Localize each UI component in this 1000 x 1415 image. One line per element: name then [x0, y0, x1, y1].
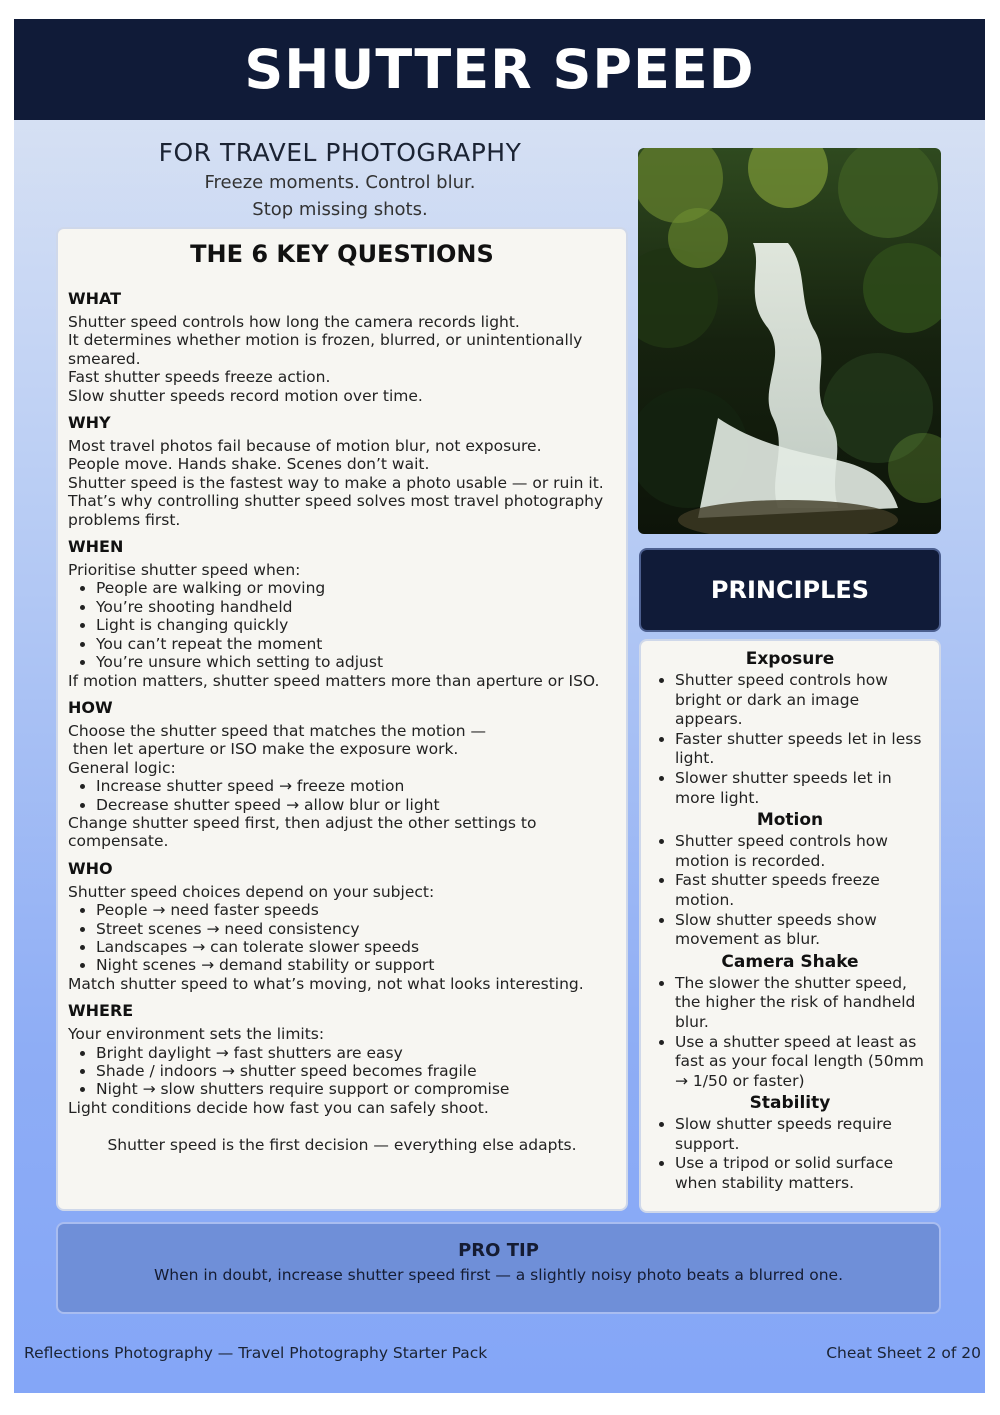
- list-item: • Light is changing quickly: [96, 616, 616, 634]
- paragraph-line: Shutter speed choices depend on your subject:: [68, 882, 435, 901]
- waterfall-image: [638, 148, 941, 534]
- list-item: • Landscapes → can tolerate slower speeds: [96, 938, 616, 956]
- list-item: • The slower the shutter speed, the higher the risk of handheld blur.: [675, 974, 931, 1033]
- list-item: • Shutter speed controls how motion is recorded.: [675, 832, 931, 871]
- closing-statement: Shutter speed is the first decision — everything else adapts.: [107, 1136, 577, 1155]
- list-item: • Shutter speed controls how bright or dark an image appears.: [675, 671, 931, 730]
- principle-heading: Motion: [756, 810, 824, 831]
- footer-brand: Reflections Photography — Travel Photography Starter Pack: [24, 1344, 488, 1362]
- section-heading: WHY: [68, 413, 111, 433]
- list-item: • Bright daylight → fast shutters are easy: [96, 1044, 616, 1062]
- bullet-list: [649, 832, 931, 950]
- waterfall-photo: [638, 148, 941, 534]
- bullet-list: [649, 671, 931, 808]
- list-item: • Use a tripod or solid surface when stability matters.: [675, 1154, 931, 1193]
- paragraph-line: That’s why controlling shutter speed solves most travel photography problems first.: [68, 492, 604, 529]
- section-heading: WHEN: [68, 537, 124, 557]
- title-banner: [14, 19, 985, 120]
- section-heading: WHERE: [68, 1001, 134, 1021]
- paragraph-line: Prioritise shutter speed when:: [68, 561, 301, 580]
- intro-tagline-1: Freeze moments. Control blur.: [204, 172, 476, 193]
- list-item: • Shade / indoors → shutter speed becomes fragile: [96, 1062, 616, 1080]
- list-item: • You’re shooting handheld: [96, 598, 616, 616]
- pro-tip-box: [56, 1222, 941, 1314]
- paragraph-line: Light conditions decide how fast you can safely shoot.: [68, 1098, 489, 1117]
- list-item: • Use a shutter speed at least as fast as your focal length (50mm → 1/50 or faster): [675, 1033, 931, 1092]
- section-why: [68, 413, 616, 529]
- paragraph-line: People move. Hands shake. Scenes don’t wait.: [68, 455, 430, 474]
- paragraph-line: Most travel photos fail because of motion blur, not exposure.: [68, 437, 542, 456]
- list-item: • Slower shutter speeds let in more light.: [675, 769, 931, 808]
- list-item: • Slow shutter speeds show movement as blur.: [675, 911, 931, 950]
- paragraph-line: Fast shutter speeds freeze action.: [68, 368, 331, 387]
- intro-heading: FOR TRAVEL PHOTOGRAPHY: [158, 138, 522, 167]
- list-item: • Increase shutter speed → freeze motion: [96, 777, 616, 795]
- principles-panel: [639, 639, 941, 1213]
- list-item: • Street scenes → need consistency: [96, 920, 616, 938]
- principle-heading: Exposure: [745, 649, 835, 669]
- paragraph-line: It determines whether motion is frozen, blurred, or unintentionally smeared.: [68, 331, 583, 368]
- section-where: [68, 1001, 616, 1117]
- intro-tagline-2: Stop missing shots.: [252, 199, 428, 220]
- bullet-list: [68, 579, 616, 671]
- paragraph-line: Shutter speed is the fastest way to make a photo usable — or ruin it.: [68, 473, 604, 492]
- paragraph-line: Change shutter speed first, then adjust the other settings to compensate.: [68, 813, 537, 851]
- paragraph-line: Choose the shutter speed that matches the motion —: [68, 721, 487, 740]
- bullet-list: [649, 1115, 931, 1193]
- principles-title: PRINCIPLES: [710, 576, 870, 604]
- section-heading: HOW: [68, 697, 113, 717]
- section-who: [68, 859, 616, 993]
- principles-banner: [639, 548, 941, 632]
- section-heading: WHAT: [68, 289, 122, 308]
- list-item: • Faster shutter speeds let in less light.: [675, 730, 931, 769]
- page-title: SHUTTER SPEED: [244, 38, 755, 101]
- list-item: • Fast shutter speeds freeze motion.: [675, 871, 931, 910]
- intro-block: [56, 137, 624, 223]
- list-item: • Decrease shutter speed → allow blur or light: [96, 796, 616, 814]
- section-when: [68, 537, 616, 690]
- pro-tip-heading: PRO TIP: [458, 1240, 539, 1261]
- paragraph-line: General logic:: [68, 758, 176, 777]
- section-what: [68, 289, 616, 405]
- key-questions-panel: [56, 227, 628, 1211]
- pro-tip-text: When in doubt, increase shutter speed first — a slightly noisy photo beats a blurred one.: [153, 1266, 843, 1284]
- section-how: [68, 698, 616, 851]
- paragraph-line: Slow shutter speeds record motion over time.: [68, 386, 423, 405]
- paragraph-line: Match shutter speed to what’s moving, not what looks interesting.: [68, 974, 584, 993]
- bullet-list: [68, 1044, 616, 1099]
- list-item: • You can’t repeat the moment: [96, 635, 616, 653]
- list-item: • People are walking or moving: [96, 579, 616, 597]
- footer-page-count: Cheat Sheet 2 of 20: [826, 1344, 981, 1362]
- bullet-list: [68, 777, 616, 814]
- list-item: • You’re unsure which setting to adjust: [96, 653, 616, 671]
- list-item: • Night scenes → demand stability or support: [96, 956, 616, 974]
- paragraph-line: If motion matters, shutter speed matters more than aperture or ISO.: [68, 671, 600, 690]
- list-item: • Night → slow shutters require support or compromise: [96, 1080, 616, 1098]
- paragraph-line: then let aperture or ISO make the exposure work.: [68, 740, 459, 759]
- list-item: • Slow shutter speeds require support.: [675, 1115, 931, 1154]
- cheat-sheet-page: [14, 19, 985, 1393]
- paragraph-line: Shutter speed controls how long the camera records light.: [68, 313, 520, 331]
- paragraph-line: Your environment sets the limits:: [68, 1025, 325, 1044]
- list-item: • People → need faster speeds: [96, 901, 616, 919]
- key-questions-title: THE 6 KEY QUESTIONS: [190, 240, 494, 268]
- principle-heading: Stability: [749, 1093, 831, 1114]
- principle-heading: Camera Shake: [721, 951, 859, 972]
- bullet-list: [68, 901, 616, 975]
- bullet-list: [649, 974, 931, 1092]
- section-heading: WHO: [68, 858, 113, 878]
